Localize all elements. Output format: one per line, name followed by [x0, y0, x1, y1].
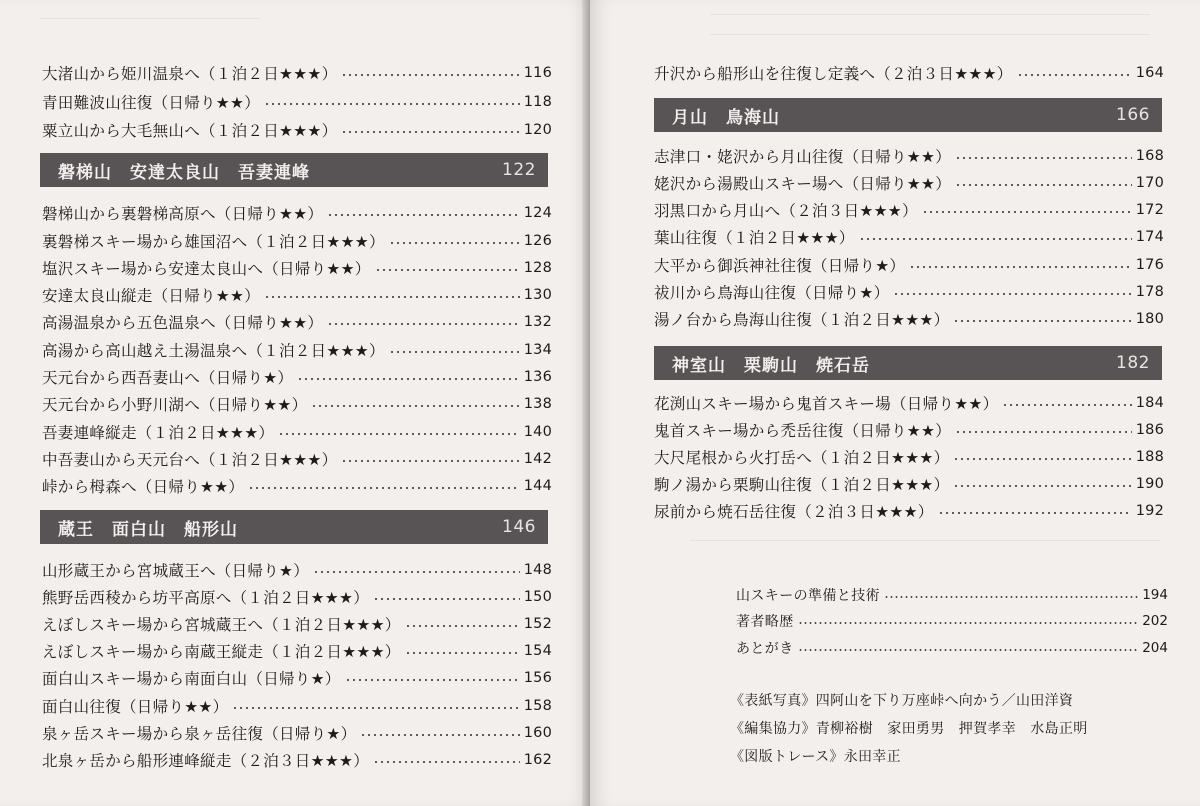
- leader-dots: [345, 679, 520, 681]
- entry-title: 尿前から焼石岳往復（２泊３日★★★）: [654, 503, 934, 521]
- entry-page: 174: [1135, 229, 1164, 245]
- toc-entry[interactable]: [654, 497, 1164, 525]
- section-header[interactable]: [40, 510, 548, 544]
- entry-page: 180: [1135, 311, 1164, 327]
- leader-dots: [1002, 404, 1131, 406]
- toc-entry[interactable]: [654, 142, 1164, 170]
- entry-page: 120: [523, 122, 552, 138]
- entry-page: 168: [1135, 148, 1164, 164]
- section-page: 182: [1116, 353, 1150, 373]
- entry-page: 138: [523, 396, 552, 412]
- toc-entry[interactable]: [42, 637, 552, 665]
- toc-entry[interactable]: [654, 169, 1164, 197]
- toc-entry[interactable]: [42, 610, 552, 638]
- appendix-entry[interactable]: [736, 607, 1168, 635]
- section-header[interactable]: [654, 346, 1162, 380]
- entry-title: 高湯温泉から五色温泉へ（日帰り★★）: [42, 314, 324, 332]
- credit-cover-photo: 《表紙写真》四阿山を下り万座峠へ向かう／山田洋資: [730, 693, 1074, 709]
- toc-entry[interactable]: [654, 278, 1164, 306]
- section-header[interactable]: [40, 153, 548, 187]
- entry-title: 高湯から高山越え土湯温泉へ（１泊２日★★★）: [42, 342, 385, 360]
- leader-dots: [278, 433, 520, 435]
- toc-entry[interactable]: [654, 223, 1164, 251]
- toc-entry[interactable]: [42, 336, 552, 364]
- entry-title: 大尺尾根から火打岳へ（１泊２日★★★）: [654, 449, 950, 467]
- section-page: 146: [502, 517, 536, 537]
- entry-page: 162: [523, 752, 552, 768]
- entry-page: 178: [1135, 284, 1164, 300]
- toc-entry[interactable]: [42, 199, 552, 227]
- entry-title: 磐梯山から裏磐梯高原へ（日帰り★★）: [42, 205, 324, 223]
- right-page: [590, 0, 1200, 806]
- section-title: 磐梯山 安達太良山 吾妻連峰: [58, 162, 310, 183]
- leader-dots: [389, 351, 520, 353]
- toc-entry[interactable]: [654, 196, 1164, 224]
- entry-title: 姥沢から湯殿山スキー場へ（日帰り★★）: [654, 175, 951, 193]
- entry-title: 泉ヶ岳スキー場から泉ヶ岳往復（日帰り★）: [42, 725, 357, 743]
- appendix-entry[interactable]: [736, 634, 1168, 662]
- entry-title: 羽黒口から月山へ（２泊３日★★★）: [654, 202, 918, 220]
- leader-dots: [953, 320, 1131, 322]
- entry-title: 塩沢スキー場から安達太良山へ（日帰り★★）: [42, 260, 371, 278]
- toc-entry[interactable]: [654, 416, 1164, 444]
- leader-dots: [297, 378, 520, 380]
- leader-dots: [232, 707, 519, 709]
- entry-title: 湯ノ台から鳥海山往復（１泊２日★★★）: [654, 311, 950, 329]
- credit-editorial: 《編集協力》青柳裕樹 家田勇男 押賀孝幸 水島正明: [730, 721, 1088, 737]
- leader-dots: [311, 405, 519, 407]
- toc-entry[interactable]: [42, 308, 552, 336]
- toc-entry[interactable]: [42, 418, 552, 446]
- entry-title: 中吾妻山から天元台へ（１泊２日★★★）: [42, 451, 338, 469]
- show-through-line: [710, 14, 1150, 15]
- appendix-title: あとがき: [736, 641, 794, 657]
- leader-dots: [953, 458, 1131, 460]
- entry-title: えぼしスキー場から宮城蔵王へ（１泊２日★★★）: [42, 616, 401, 634]
- section-title: 蔵王 面白山 船形山: [58, 519, 238, 540]
- entry-title: えぼしスキー場から南蔵王縦走（１泊２日★★★）: [42, 643, 401, 661]
- entry-page: 118: [523, 94, 552, 110]
- entry-title: 葉山往復（１泊２日★★★）: [654, 229, 855, 247]
- leader-dots: [373, 598, 520, 600]
- toc-entry[interactable]: [42, 390, 552, 418]
- toc-entry[interactable]: [654, 389, 1164, 417]
- toc-entry[interactable]: [42, 281, 552, 309]
- toc-entry[interactable]: [42, 556, 552, 584]
- leader-dots: [248, 487, 520, 489]
- toc-entry[interactable]: [42, 116, 552, 144]
- show-through-line: [690, 540, 1160, 541]
- leader-dots: [938, 512, 1132, 514]
- toc-entry[interactable]: [42, 254, 552, 282]
- toc-entry[interactable]: [42, 88, 552, 116]
- toc-entry[interactable]: [654, 251, 1164, 279]
- entry-page: 160: [523, 725, 552, 741]
- toc-entry[interactable]: [42, 59, 552, 87]
- toc-entry[interactable]: [42, 692, 552, 720]
- entry-title: 祓川から鳥海山往復（日帰り★）: [654, 284, 890, 302]
- leader-dots: [859, 238, 1132, 240]
- leader-dots: [955, 157, 1132, 159]
- leader-dots: [953, 485, 1131, 487]
- left-page: [0, 0, 590, 806]
- entry-page: 136: [523, 369, 552, 385]
- entry-page: 140: [523, 424, 552, 440]
- credit-illustration: 《図版トレース》永田幸正: [730, 749, 901, 765]
- toc-entry[interactable]: [42, 227, 552, 255]
- entry-title: 山形蔵王から宮城蔵王へ（日帰り★）: [42, 562, 309, 580]
- leader-dots: [405, 652, 520, 654]
- entry-title: 青田難波山往復（日帰り★★）: [42, 94, 260, 112]
- entry-page: 152: [523, 616, 552, 632]
- toc-entry[interactable]: [654, 443, 1164, 471]
- leader-dots: [955, 184, 1132, 186]
- entry-title: 升沢から船形山を往復し定義へ（２泊３日★★★）: [654, 65, 1013, 83]
- appendix-title: 著者略歴: [736, 614, 794, 630]
- entry-page: 190: [1135, 476, 1164, 492]
- entry-page: 176: [1135, 257, 1164, 273]
- entry-title: 大渚山から姫川温泉へ（１泊２日★★★）: [42, 65, 338, 83]
- entry-page: 164: [1135, 65, 1164, 81]
- entry-page: 184: [1135, 395, 1164, 411]
- entry-title: 志津口・姥沢から月山往復（日帰り★★）: [654, 148, 951, 166]
- entry-page: 132: [523, 314, 552, 330]
- leader-dots: [955, 431, 1132, 433]
- section-header[interactable]: [654, 98, 1162, 132]
- entry-title: 面白山往復（日帰り★★）: [42, 698, 229, 716]
- appendix-entry[interactable]: [736, 581, 1168, 609]
- leader-dots: [909, 266, 1132, 268]
- entry-title: 熊野岳西稜から坊平高原へ（１泊２日★★★）: [42, 589, 369, 607]
- leader-dots: [375, 269, 520, 271]
- toc-entry[interactable]: [42, 445, 552, 473]
- section-page: 122: [502, 160, 536, 180]
- toc-entry[interactable]: [42, 583, 552, 611]
- entry-page: 192: [1135, 503, 1164, 519]
- appendix-page: 204: [1142, 640, 1168, 656]
- entry-page: 170: [1135, 175, 1164, 191]
- leader-dots: [327, 214, 520, 216]
- toc-entry[interactable]: [654, 470, 1164, 498]
- entry-page: 142: [523, 451, 552, 467]
- leader-dots: [405, 625, 520, 627]
- section-page: 166: [1116, 105, 1150, 125]
- entry-page: 116: [523, 65, 552, 81]
- entry-title: 吾妻連峰縦走（１泊２日★★★）: [42, 424, 275, 442]
- entry-page: 124: [523, 205, 552, 221]
- appendix-page: 194: [1142, 587, 1168, 603]
- appendix-page: 202: [1142, 613, 1168, 629]
- leader-dots: [373, 761, 520, 763]
- entry-title: 天元台から西吾妻山へ（日帰り★）: [42, 369, 294, 387]
- entry-title: 鬼首スキー場から禿岳往復（日帰り★★）: [654, 422, 951, 440]
- toc-entry[interactable]: [42, 746, 552, 774]
- leader-dots: [360, 734, 519, 736]
- entry-page: 188: [1135, 449, 1164, 465]
- entry-page: 172: [1135, 202, 1164, 218]
- entry-title: 駒ノ湯から栗駒山往復（１泊２日★★★）: [654, 476, 950, 494]
- entry-title: 天元台から小野川湖へ（日帰り★★）: [42, 396, 308, 414]
- entry-page: 186: [1135, 422, 1164, 438]
- leader-dots: [341, 131, 519, 133]
- entry-page: 150: [523, 589, 552, 605]
- entry-page: 148: [523, 562, 552, 578]
- leader-dots: [264, 296, 520, 298]
- leader-dots: [341, 460, 519, 462]
- entry-title: 大平から御浜神社往復（日帰り★）: [654, 257, 906, 275]
- leader-dots: [313, 571, 520, 573]
- toc-entry[interactable]: [42, 664, 552, 692]
- entry-title: 花渕山スキー場から鬼首スキー場（日帰り★★）: [654, 395, 999, 413]
- entry-page: 128: [523, 260, 552, 276]
- leader-dots: [798, 622, 1139, 624]
- leader-dots: [264, 103, 520, 105]
- entry-title: 峠から栂森へ（日帰り★★）: [42, 478, 245, 496]
- leader-dots: [327, 323, 520, 325]
- show-through-line: [40, 18, 260, 19]
- leader-dots: [341, 74, 519, 76]
- entry-page: 134: [523, 342, 552, 358]
- entry-page: 156: [523, 670, 552, 686]
- section-title: 神室山 栗駒山 焼石岳: [672, 355, 870, 376]
- entry-page: 126: [523, 233, 552, 249]
- entry-page: 144: [523, 478, 552, 494]
- toc-entry[interactable]: [654, 59, 1164, 87]
- entry-page: 130: [523, 287, 552, 303]
- toc-entry[interactable]: [654, 305, 1164, 333]
- show-through-line: [710, 34, 1150, 35]
- leader-dots: [389, 242, 520, 244]
- entry-title: 北泉ヶ岳から船形連峰縦走（２泊３日★★★）: [42, 752, 369, 770]
- entry-page: 158: [523, 698, 552, 714]
- leader-dots: [922, 211, 1132, 213]
- leader-dots: [893, 293, 1131, 295]
- leader-dots: [884, 596, 1138, 598]
- toc-entry[interactable]: [42, 363, 552, 391]
- leader-dots: [1017, 74, 1132, 76]
- entry-title: 安達太良山縦走（日帰り★★）: [42, 287, 260, 305]
- entry-page: 154: [523, 643, 552, 659]
- section-title: 月山 鳥海山: [672, 107, 780, 128]
- toc-entry[interactable]: [42, 472, 552, 500]
- entry-title: 裏磐梯スキー場から雄国沼へ（１泊２日★★★）: [42, 233, 385, 251]
- leader-dots: [798, 649, 1139, 651]
- toc-entry[interactable]: [42, 719, 552, 747]
- entry-title: 粟立山から大毛無山へ（１泊２日★★★）: [42, 122, 338, 140]
- entry-title: 面白山スキー場から南面白山（日帰り★）: [42, 670, 341, 688]
- appendix-title: 山スキーの準備と技術: [736, 588, 880, 604]
